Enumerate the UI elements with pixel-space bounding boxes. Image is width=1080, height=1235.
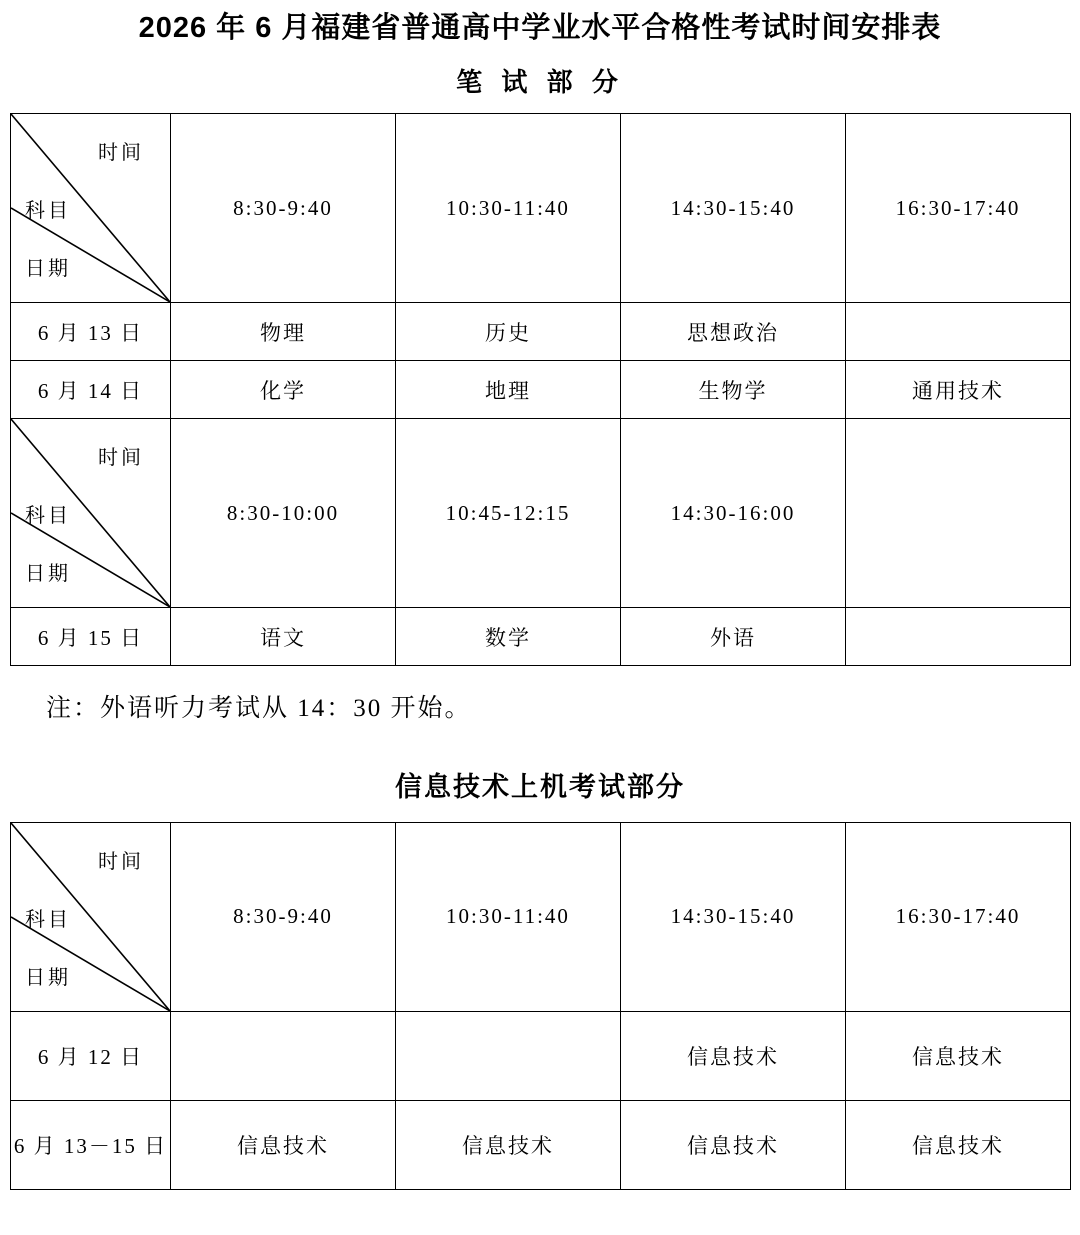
subject-cell: 语文 — [171, 608, 396, 666]
subject-cell — [171, 1011, 396, 1100]
time-slot-cell: 16:30-17:40 — [846, 822, 1071, 1011]
subject-cell: 信息技术 — [621, 1011, 846, 1100]
time-slot-cell: 14:30-16:00 — [621, 419, 846, 608]
subject-cell: 数学 — [396, 608, 621, 666]
time-slot-cell: 8:30-9:40 — [171, 822, 396, 1011]
section-title-it: 信息技术上机考试部分 — [395, 772, 685, 803]
subject-cell: 思想政治 — [621, 303, 846, 361]
subject-cell — [396, 1011, 621, 1100]
note-text: 注：外语听力考试从 14：30 开始。 — [46, 695, 472, 723]
date-cell: 6 月 13 日 — [11, 303, 171, 361]
corner-label-subject: 科目 — [25, 505, 71, 528]
subject-cell — [846, 608, 1071, 666]
subject-cell: 外语 — [621, 608, 846, 666]
table-row — [11, 608, 1071, 666]
written-exam-table — [10, 113, 1071, 666]
date-cell: 6 月 14 日 — [11, 361, 171, 419]
time-slot-cell: 14:30-15:40 — [621, 822, 846, 1011]
time-slot-cell: 8:30-10:00 — [171, 419, 396, 608]
corner-label-subject: 科目 — [25, 908, 71, 931]
corner-label-date: 日期 — [25, 563, 71, 586]
table-row-header-3 — [11, 822, 1071, 1011]
subject-cell: 地理 — [396, 361, 621, 419]
date-cell: 6 月 13－15 日 — [11, 1100, 171, 1189]
time-slot-cell: 16:30-17:40 — [846, 114, 1071, 303]
table-row-header-1 — [11, 114, 1071, 303]
time-slot-cell — [846, 419, 1071, 608]
it-exam-table — [10, 822, 1071, 1190]
table-row-header-2 — [11, 419, 1071, 608]
subject-cell: 化学 — [171, 361, 396, 419]
document-page — [0, 10, 1080, 1190]
section-title-written: 笔 试 部 分 — [456, 66, 624, 97]
subject-cell: 信息技术 — [171, 1100, 396, 1189]
subject-cell: 信息技术 — [846, 1100, 1071, 1189]
time-slot-cell: 14:30-15:40 — [621, 114, 846, 303]
time-slot-cell: 8:30-9:40 — [171, 114, 396, 303]
subject-cell: 信息技术 — [846, 1011, 1071, 1100]
subject-cell: 信息技术 — [621, 1100, 846, 1189]
table-row — [11, 361, 1071, 419]
page-title: 2026 年 6 月福建省普通高中学业水平合格性考试时间安排表 — [138, 12, 942, 44]
subject-cell: 信息技术 — [396, 1100, 621, 1189]
corner-label-time: 时间 — [98, 142, 144, 165]
subject-cell: 历史 — [396, 303, 621, 361]
corner-label-time: 时间 — [98, 447, 144, 470]
subject-cell: 物理 — [171, 303, 396, 361]
corner-header-cell-2 — [11, 419, 171, 608]
table-row — [11, 1100, 1071, 1189]
time-slot-cell: 10:45-12:15 — [396, 419, 621, 608]
table-row — [11, 303, 1071, 361]
subject-cell: 通用技术 — [846, 361, 1071, 419]
corner-label-date: 日期 — [25, 966, 71, 989]
time-slot-cell: 10:30-11:40 — [396, 822, 621, 1011]
time-slot-cell: 10:30-11:40 — [396, 114, 621, 303]
subject-cell — [846, 303, 1071, 361]
date-cell: 6 月 12 日 — [11, 1011, 171, 1100]
date-cell: 6 月 15 日 — [11, 608, 171, 666]
corner-label-date: 日期 — [25, 258, 71, 281]
corner-header-cell-1 — [11, 114, 171, 303]
corner-label-subject: 科目 — [25, 200, 71, 223]
table-row — [11, 1011, 1071, 1100]
corner-header-cell-3 — [11, 822, 171, 1011]
subject-cell: 生物学 — [621, 361, 846, 419]
corner-label-time: 时间 — [98, 850, 144, 873]
